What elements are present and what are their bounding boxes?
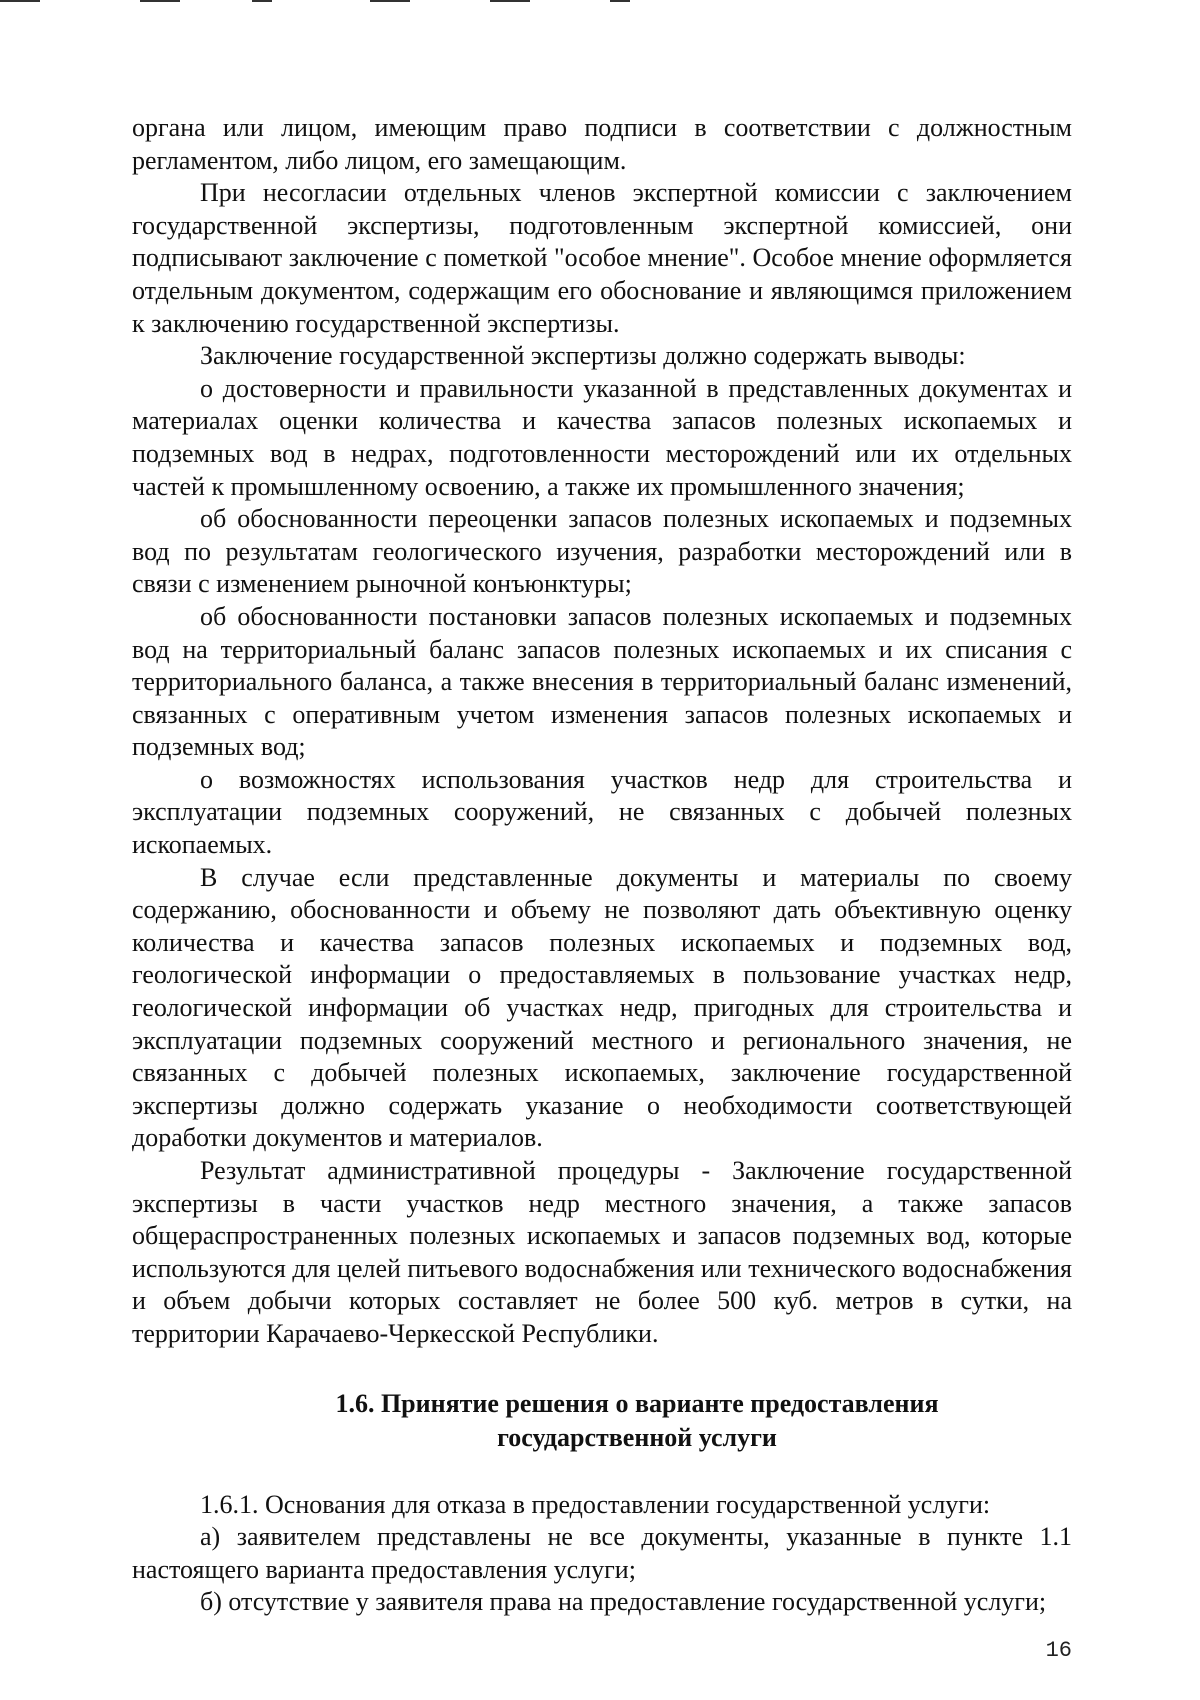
paragraph-procedure-result: Результат административной процедуры - Заключение государственной экспертизы в части участков недр местного значения, а также запасов общераспространенных полезных ископаемых и запасов подземных вод, которые используются для целей питьевого водоснабжения или технического водоснабжения и объем добычи которых составляет не более 500 куб. метров в сутки, на территории Карачаево-Черкесской Республики. [132, 1156, 1072, 1348]
scan-mark [610, 0, 630, 2]
scan-edge-marks [0, 0, 1200, 4]
scan-mark [0, 0, 40, 2]
paragraph-conclusion-reliability: о достоверности и правильности указанной в представленных документах и материалах оценки количества и качества запасов полезных ископаемых и подземных вод в недрах, подготовленности месторождений или их отдельных частей к промышленному освоению, а также их промышленного значения; [132, 373, 1072, 501]
section-heading-line-1: 1.6. Принятие решения о варианте предоставления [335, 1388, 939, 1418]
paragraph-refusal-item-b: б) отсутствие у заявителя права на предоставление государственной услуги; [200, 1587, 1047, 1617]
section-heading [132, 1387, 1072, 1455]
scan-mark [140, 0, 180, 2]
document-body [132, 112, 1072, 1619]
scan-mark [370, 0, 410, 2]
section-heading-line-2: государственной услуги [497, 1422, 777, 1452]
scan-mark [252, 0, 272, 2]
paragraph-conclusion-revaluation: об обоснованности переоценки запасов полезных ископаемых и подземных вод по результатам геологического изучения, разработки месторождений или в связи с изменением рыночной конъюнктуры; [132, 504, 1072, 599]
paragraph-continuation: органа или лицом, имеющим право подписи в соответствии с должностным регламентом, либо лицом, его замещающим. [132, 113, 1072, 175]
paragraph-refusal-grounds: 1.6.1. Основания для отказа в предоставлении государственной услуги: [200, 1489, 991, 1519]
paragraph-special-opinion: При несогласии отдельных членов экспертной комиссии с заключением государственной экспертизы, подготовленным экспертной комиссией, они подписывают заключение с пометкой "особое мнение". Особое мнение оформляется отдельным документом, содержащим его обоснование и являющимся приложением к заключению государственной экспертизы. [132, 178, 1072, 338]
paragraph-conclusion-construction: о возможностях использования участков недр для строительства и эксплуатации подземных сооружений, не связанных с добычей полезных ископаемых. [132, 764, 1072, 860]
scan-mark [490, 0, 530, 2]
paragraph-conclusions-intro: Заключение государственной экспертизы должно содержать выводы: [200, 341, 966, 371]
paragraph-refusal-item-a: а) заявителем представлены не все документы, указанные в пункте 1.1 настоящего варианта предоставления услуги; [132, 1522, 1072, 1584]
paragraph-conclusion-balance: об обоснованности постановки запасов полезных ископаемых и подземных вод на территориальный баланс запасов полезных ископаемых и их списания с территориального баланса, а также внесения в территориальный баланс изменений, связанных с оперативным учетом изменения запасов полезных ископаемых и подземных вод; [132, 601, 1072, 762]
page-number: 16 [1045, 1638, 1072, 1663]
paragraph-insufficient-materials: В случае если представленные документы и материалы по своему содержанию, обоснованности и объему не позволяют дать объективную оценку количества и качества запасов полезных ископаемых и подземных вод, геологической информации о предоставляемых в пользование участках недр, геологической информации об участках недр, пригодных для строительства и эксплуатации подземных сооружений местного и регионального значения, не связанных с добычей полезных ископаемых, заключение государственной экспертизы должно содержать указание о необходимости соответствующей доработки документов и материалов. [132, 862, 1072, 1153]
